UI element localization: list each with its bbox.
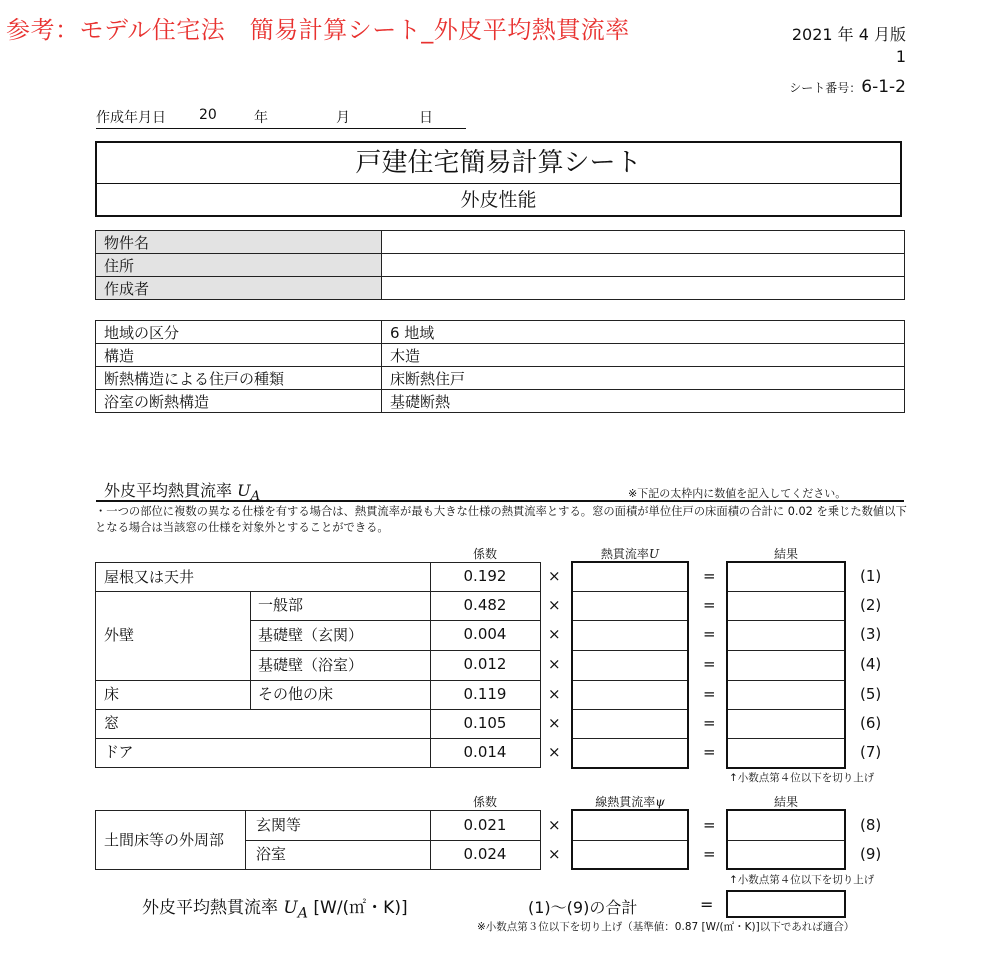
ua-section-title-text: 外皮平均熱貫流率 xyxy=(104,481,233,500)
coef-value: 0.482 xyxy=(463,596,507,614)
edition-info xyxy=(792,24,906,68)
conditions-table xyxy=(95,320,905,413)
u-value-header-text: 熱貫流率 xyxy=(600,547,649,561)
table-row xyxy=(96,367,905,390)
coef-value: 0.119 xyxy=(463,685,507,703)
result-input-1[interactable] xyxy=(728,563,844,590)
grid-line xyxy=(540,810,541,869)
row-number: (9) xyxy=(860,845,882,863)
psi-header-text: 線熱貫流率 xyxy=(595,795,656,809)
sub-label-other-floor: その他の床 xyxy=(258,685,334,703)
grid-line xyxy=(250,591,251,709)
sheet-subtitle: 外皮性能 xyxy=(460,189,537,211)
sheet-title-box xyxy=(95,141,902,217)
psi-input-entrance[interactable] xyxy=(573,811,687,839)
coef-value: 0.021 xyxy=(463,816,507,834)
page-number: 1 xyxy=(895,47,906,66)
grid-line xyxy=(245,810,246,869)
table-row xyxy=(96,390,905,413)
perimeter-result-header: 結果 xyxy=(773,795,798,809)
grid-line xyxy=(95,767,541,768)
total-ua-label xyxy=(142,893,408,921)
property-info-table xyxy=(95,230,905,300)
row-number: (6) xyxy=(860,714,882,732)
grid-line xyxy=(540,562,541,767)
bathroom-insulation-label: 浴室の断熱構造 xyxy=(96,390,382,413)
creation-date-month: 月 xyxy=(336,110,350,126)
times-sign: × xyxy=(548,743,561,761)
equals-sign: = xyxy=(703,714,716,732)
result-input-4[interactable] xyxy=(728,651,844,679)
result-input-9[interactable] xyxy=(728,841,844,868)
ua-symbol xyxy=(237,481,261,505)
table-row xyxy=(96,254,905,277)
ua-symbol-sub: A xyxy=(250,489,261,505)
structure-label: 構造 xyxy=(96,344,382,367)
times-sign: × xyxy=(548,596,561,614)
times-sign: × xyxy=(548,714,561,732)
grid-line xyxy=(95,869,541,870)
sheet-number-label: シート番号： xyxy=(789,81,862,95)
row-number: (1) xyxy=(860,567,882,585)
times-sign: × xyxy=(548,845,561,863)
u-value-input-floor[interactable] xyxy=(573,681,687,708)
coef-value: 0.105 xyxy=(463,714,507,732)
table-row xyxy=(96,321,905,344)
equals-sign: = xyxy=(700,895,714,914)
u-value-header-symbol: U xyxy=(648,547,660,561)
perimeter-coef-header: 係数 xyxy=(472,795,497,809)
coef-value: 0.014 xyxy=(463,743,507,761)
result-input-2[interactable] xyxy=(728,592,844,619)
sub-label-entrance: 玄関等 xyxy=(256,816,302,834)
sub-label-foundation-bath: 基礎壁（浴室） xyxy=(258,656,364,674)
row-number: (5) xyxy=(860,685,882,703)
sub-label-general: 一般部 xyxy=(258,596,304,614)
sub-label-bath: 浴室 xyxy=(256,845,287,863)
equals-sign: = xyxy=(703,685,716,703)
u-value-input-roof[interactable] xyxy=(573,563,687,590)
row-number: (7) xyxy=(860,743,882,761)
table-row xyxy=(96,344,905,367)
coef-value: 0.192 xyxy=(463,567,507,585)
insulation-type-label: 断熱構造による住戸の種類 xyxy=(96,367,382,390)
insulation-type-value: 床断熱住戸 xyxy=(382,367,905,390)
u-value-input-window[interactable] xyxy=(573,710,687,737)
equals-sign: = xyxy=(703,655,716,673)
row-number: (8) xyxy=(860,816,882,834)
perimeter-label: 土間床等の外周部 xyxy=(104,831,225,849)
result-input-5[interactable] xyxy=(728,681,844,708)
address-field[interactable] xyxy=(382,254,905,277)
result-input-3[interactable] xyxy=(728,621,844,649)
equals-sign: = xyxy=(703,816,716,834)
rounding-note: ↑小数点第４位以下を切り上げ xyxy=(729,874,875,886)
region-label: 地域の区分 xyxy=(96,321,382,344)
equals-sign: = xyxy=(703,567,716,585)
result-input-6[interactable] xyxy=(728,710,844,737)
total-ua-symbol xyxy=(283,898,308,922)
psi-header xyxy=(572,793,688,810)
coef-value: 0.004 xyxy=(463,625,507,643)
creation-date-line[interactable] xyxy=(96,107,466,129)
address-label: 住所 xyxy=(96,254,382,277)
equals-sign: = xyxy=(703,596,716,614)
times-sign: × xyxy=(548,816,561,834)
u-value-input-foundation-bath[interactable] xyxy=(573,651,687,679)
grid-line xyxy=(95,562,96,767)
total-unit: [W/(㎡・K)] xyxy=(313,898,408,918)
total-ua-symbol-letter: U xyxy=(283,898,298,918)
times-sign: × xyxy=(548,567,561,585)
rounding-note: ↑小数点第４位以下を切り上げ xyxy=(729,772,875,784)
psi-header-symbol: ψ xyxy=(655,795,665,809)
row-number: (4) xyxy=(860,655,882,673)
u-value-input-door[interactable] xyxy=(573,739,687,766)
times-sign: × xyxy=(548,655,561,673)
result-header: 結果 xyxy=(773,547,798,561)
result-input-7[interactable] xyxy=(728,739,844,766)
equals-sign: = xyxy=(703,625,716,643)
part-label-outer-wall: 外壁 xyxy=(104,626,135,644)
fill-in-note: ※下記の太枠内に数値を記入してください。 xyxy=(628,487,847,500)
creation-date-day: 日 xyxy=(419,110,433,126)
property-name-label: 物件名 xyxy=(96,231,382,254)
part-label-roof: 屋根又は天井 xyxy=(104,568,195,586)
creation-date-year: 年 xyxy=(254,110,268,126)
sheet-main-title: 戸建住宅簡易計算シート xyxy=(97,143,900,184)
author-field[interactable] xyxy=(382,277,905,300)
result-input-8[interactable] xyxy=(728,811,844,839)
sum-label: (1)～(9)の合計 xyxy=(528,898,638,917)
u-value-input-foundation-entrance[interactable] xyxy=(573,621,687,649)
psi-input-bath[interactable] xyxy=(573,841,687,868)
table-row xyxy=(96,231,905,254)
part-label-floor: 床 xyxy=(104,685,120,703)
section-divider xyxy=(96,500,904,502)
coef-header: 係数 xyxy=(472,547,497,561)
u-value-header xyxy=(572,545,688,562)
bathroom-insulation-value: 基礎断熱 xyxy=(382,390,905,413)
coef-value: 0.012 xyxy=(463,655,507,673)
sheet-number xyxy=(789,77,906,97)
row-number: (2) xyxy=(860,596,882,614)
total-rounding-note: ※小数点第３位以下を切り上げ（基準値：0.87 [W/(㎡・K)]以下であれば適合） xyxy=(477,921,855,933)
sheet-number-value: 6-1-2 xyxy=(861,77,906,97)
creation-date-era: 20 xyxy=(199,107,217,123)
part-label-door: ドア xyxy=(104,743,134,761)
table-row xyxy=(96,277,905,300)
explanation-text: ・一つの部位に複数の異なる仕様を有する場合は、熱貫流率が最も大きな仕様の熱貫流率とする。窓の面積が単位住戸の床面積の合計に 0.02 を乗じた数値以下となる場合は当該窓の仕様を対象外とすることができる。 xyxy=(95,505,907,534)
region-value: 6 地域 xyxy=(382,321,905,344)
coef-value: 0.024 xyxy=(463,845,507,863)
reference-title: 参考：モデル住宅法 簡易計算シート_外皮平均熱貫流率 xyxy=(6,16,630,44)
times-sign: × xyxy=(548,625,561,643)
total-label-text: 外皮平均熱貫流率 xyxy=(142,898,278,918)
equals-sign: = xyxy=(703,845,716,863)
creation-date-label: 作成年月日 xyxy=(96,110,166,126)
ua-symbol-letter: U xyxy=(237,481,251,500)
grid-line xyxy=(95,810,96,869)
author-label: 作成者 xyxy=(96,277,382,300)
structure-value: 木造 xyxy=(382,344,905,367)
u-value-input-wall-general[interactable] xyxy=(573,592,687,619)
total-ua-symbol-sub: A xyxy=(297,905,308,922)
property-name-field[interactable] xyxy=(382,231,905,254)
equals-sign: = xyxy=(703,743,716,761)
edition-date: 2021 年 4 月版 xyxy=(791,25,906,44)
row-number: (3) xyxy=(860,625,882,643)
total-ua-input[interactable] xyxy=(726,890,846,918)
part-label-window: 窓 xyxy=(104,714,120,732)
times-sign: × xyxy=(548,685,561,703)
sub-label-foundation-entrance: 基礎壁（玄関） xyxy=(258,626,364,644)
